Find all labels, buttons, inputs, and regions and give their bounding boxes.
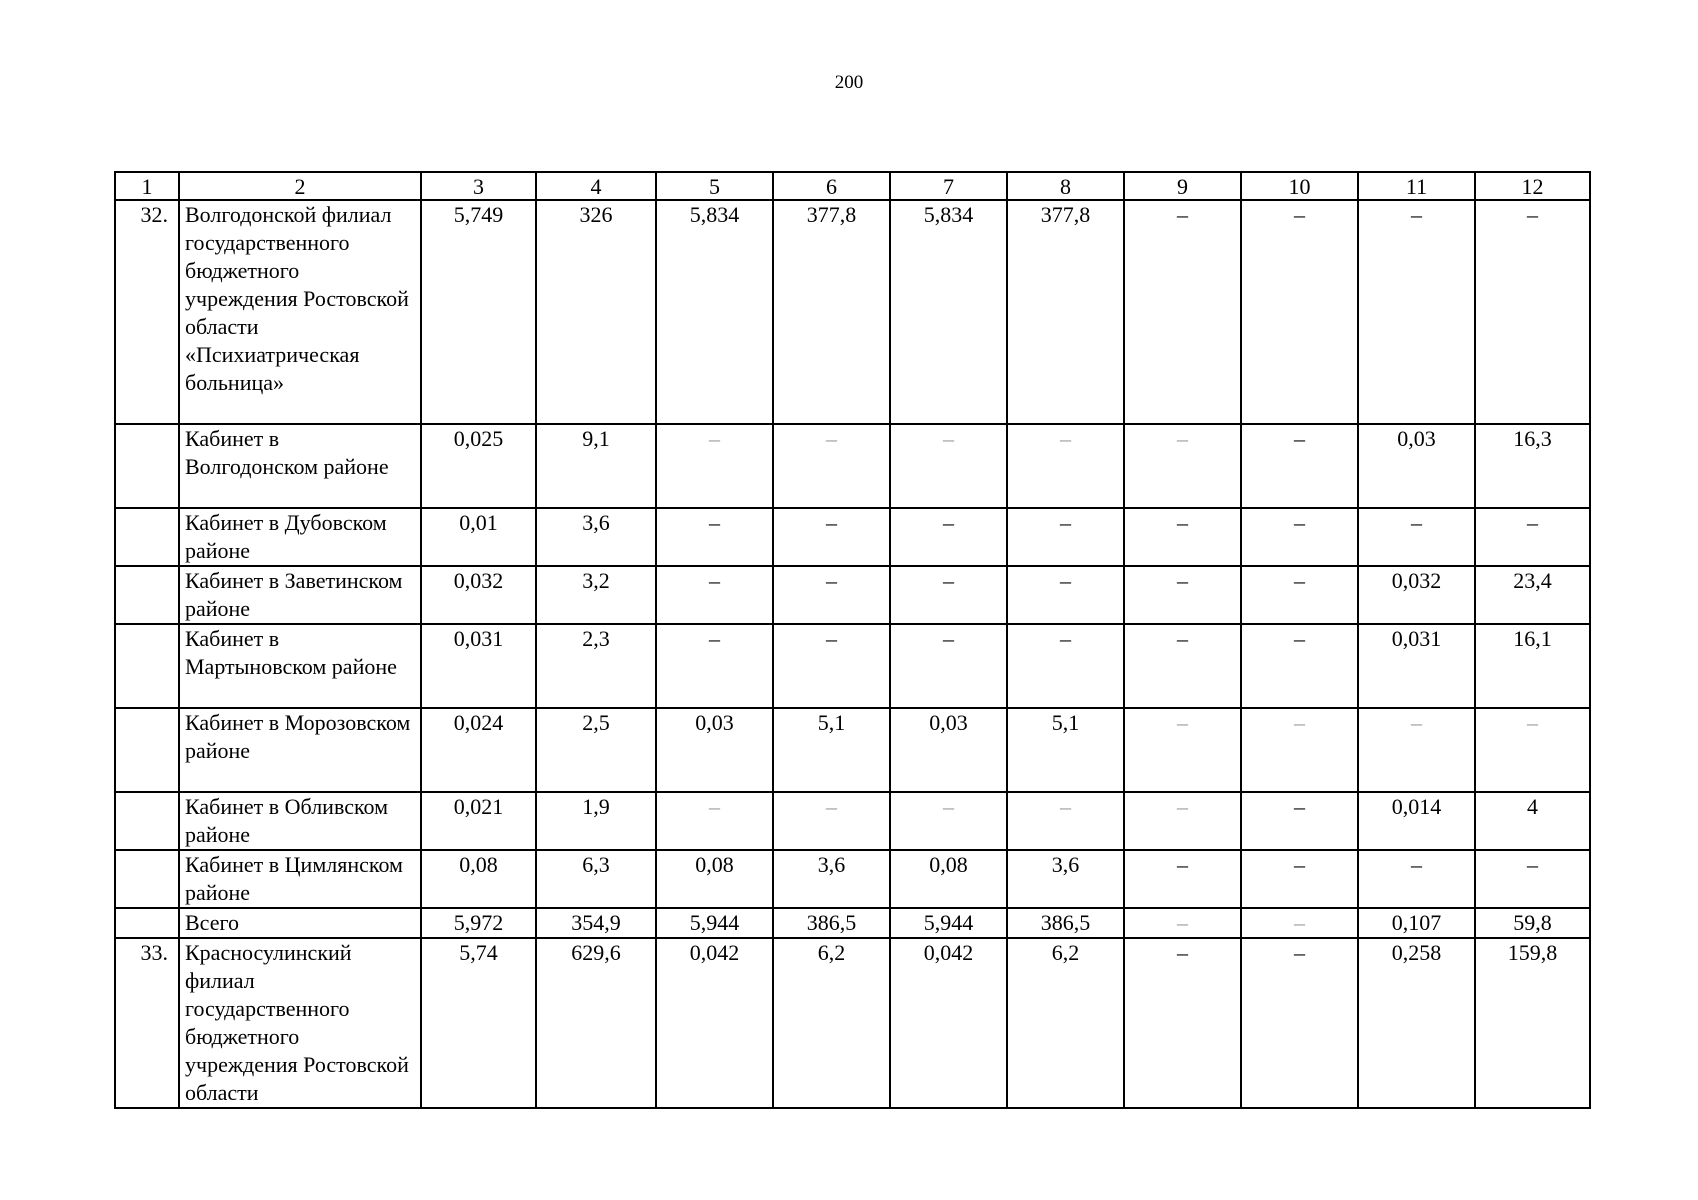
table-cell: – [656, 624, 773, 708]
table-cell: 0,03 [890, 708, 1007, 792]
table-cell: – [890, 566, 1007, 624]
table-cell: – [1241, 908, 1358, 938]
table-cell: 1,9 [536, 792, 656, 850]
table-cell: – [1007, 566, 1124, 624]
table-cell: 0,021 [421, 792, 536, 850]
institution-name: Кабинет в Обливском районе [179, 792, 421, 850]
institution-name: Всего [179, 908, 421, 938]
data-table [114, 171, 1591, 1109]
table-cell: 0,03 [656, 708, 773, 792]
institution-name: Кабинет в Цимлянском районе [179, 850, 421, 908]
table-cell: – [1241, 792, 1358, 850]
table-cell: – [1241, 850, 1358, 908]
table-cell: 23,4 [1475, 566, 1590, 624]
column-header: 3 [421, 172, 536, 200]
column-header: 5 [656, 172, 773, 200]
table-cell: 3,6 [1007, 850, 1124, 908]
column-header: 1 [115, 172, 179, 200]
table-cell: – [1124, 200, 1241, 424]
table-cell: – [890, 508, 1007, 566]
table-cell: – [890, 624, 1007, 708]
table-cell: 6,3 [536, 850, 656, 908]
table-cell: – [773, 624, 890, 708]
table-cell: – [773, 508, 890, 566]
column-header: 7 [890, 172, 1007, 200]
table-cell: 2,5 [536, 708, 656, 792]
table-cell: – [1124, 850, 1241, 908]
table-cell: 0,042 [656, 938, 773, 1108]
table-cell: – [1124, 424, 1241, 508]
table-cell: – [773, 792, 890, 850]
table-cell: – [890, 792, 1007, 850]
table-cell: 326 [536, 200, 656, 424]
table-cell: – [1007, 792, 1124, 850]
table-cell: – [1358, 200, 1475, 424]
table-cell: 0,258 [1358, 938, 1475, 1108]
table-cell: – [1241, 508, 1358, 566]
column-header: 4 [536, 172, 656, 200]
table-cell: 0,024 [421, 708, 536, 792]
table-cell: 2,3 [536, 624, 656, 708]
table-row [115, 508, 1590, 566]
table-cell: – [1475, 708, 1590, 792]
table-cell: 0,03 [1358, 424, 1475, 508]
table-cell: 3,2 [536, 566, 656, 624]
table-cell: 0,032 [421, 566, 536, 624]
table-cell: – [1475, 508, 1590, 566]
table-cell: 3,6 [773, 850, 890, 908]
table-cell: – [656, 508, 773, 566]
table-row [115, 200, 1590, 424]
table-cell: 0,025 [421, 424, 536, 508]
table-cell: 0,014 [1358, 792, 1475, 850]
table-cell: 16,1 [1475, 624, 1590, 708]
table-cell: – [1475, 200, 1590, 424]
table-cell: 354,9 [536, 908, 656, 938]
institution-name: Кабинет в Мартыновском районе [179, 624, 421, 708]
row-number: 33. [115, 938, 179, 1108]
table-cell: – [1124, 508, 1241, 566]
table-cell: 6,2 [773, 938, 890, 1108]
row-number [115, 908, 179, 938]
row-number [115, 566, 179, 624]
column-number-header [115, 172, 1590, 200]
table-cell: 0,031 [421, 624, 536, 708]
table-cell: 5,749 [421, 200, 536, 424]
table-cell: 5,1 [773, 708, 890, 792]
institution-name: Кабинет в Волгодонском районе [179, 424, 421, 508]
table-cell: – [773, 566, 890, 624]
table-cell: – [656, 792, 773, 850]
table-cell: 9,1 [536, 424, 656, 508]
table-cell: – [1241, 708, 1358, 792]
table-cell: 5,972 [421, 908, 536, 938]
table-cell: 386,5 [1007, 908, 1124, 938]
table-cell: 386,5 [773, 908, 890, 938]
page-number: 200 [834, 72, 864, 93]
total-row [115, 908, 1590, 938]
row-number [115, 792, 179, 850]
table-cell: 5,1 [1007, 708, 1124, 792]
table-cell: 0,107 [1358, 908, 1475, 938]
table-cell: – [1358, 850, 1475, 908]
table-cell: – [1241, 200, 1358, 424]
table-cell: 5,834 [890, 200, 1007, 424]
table-cell: 59,8 [1475, 908, 1590, 938]
table-row [115, 708, 1590, 792]
table-cell: – [1124, 792, 1241, 850]
table-cell: 6,2 [1007, 938, 1124, 1108]
table-cell: – [1475, 850, 1590, 908]
table-row [115, 566, 1590, 624]
table-cell: – [656, 424, 773, 508]
table-cell: 5,74 [421, 938, 536, 1108]
table-cell: 0,042 [890, 938, 1007, 1108]
table-cell: 0,08 [421, 850, 536, 908]
table-cell: 159,8 [1475, 938, 1590, 1108]
table-cell: 0,08 [890, 850, 1007, 908]
table-cell: – [1124, 566, 1241, 624]
column-header: 8 [1007, 172, 1124, 200]
table-cell: 0,08 [656, 850, 773, 908]
table-cell: – [1007, 508, 1124, 566]
table-cell: 377,8 [1007, 200, 1124, 424]
column-header: 6 [773, 172, 890, 200]
table-cell: 0,031 [1358, 624, 1475, 708]
row-number [115, 624, 179, 708]
institution-name: Кабинет в Дубовском районе [179, 508, 421, 566]
table-cell: – [773, 424, 890, 508]
column-header: 10 [1241, 172, 1358, 200]
table-cell: 377,8 [773, 200, 890, 424]
table-cell: 5,944 [890, 908, 1007, 938]
table-row [115, 850, 1590, 908]
table-row [115, 792, 1590, 850]
institution-name: Кабинет в Морозовском районе [179, 708, 421, 792]
table-cell: – [1124, 938, 1241, 1108]
table-cell: 16,3 [1475, 424, 1590, 508]
table-cell: – [1241, 566, 1358, 624]
row-number: 32. [115, 200, 179, 424]
table-cell: – [1358, 708, 1475, 792]
table-row [115, 938, 1590, 1108]
table-cell: 3,6 [536, 508, 656, 566]
table-cell: 0,032 [1358, 566, 1475, 624]
table-cell: 5,834 [656, 200, 773, 424]
table-cell: – [1124, 908, 1241, 938]
table-cell: – [1241, 938, 1358, 1108]
table-cell: – [1241, 424, 1358, 508]
table-cell: 4 [1475, 792, 1590, 850]
row-number [115, 424, 179, 508]
row-number [115, 508, 179, 566]
column-header: 11 [1358, 172, 1475, 200]
table-row [115, 424, 1590, 508]
table-cell: – [1358, 508, 1475, 566]
table-row [115, 624, 1590, 708]
column-header: 12 [1475, 172, 1590, 200]
row-number [115, 708, 179, 792]
column-header: 9 [1124, 172, 1241, 200]
table-cell: 629,6 [536, 938, 656, 1108]
institution-name: Кабинет в Заветинском районе [179, 566, 421, 624]
row-number [115, 850, 179, 908]
table-cell: 5,944 [656, 908, 773, 938]
table-cell: 0,01 [421, 508, 536, 566]
column-header: 2 [179, 172, 421, 200]
table-cell: – [1124, 708, 1241, 792]
table-cell: – [656, 566, 773, 624]
table-cell: – [1124, 624, 1241, 708]
institution-name: Волгодонской филиал государственного бюджетного учреждения Ростовской области «Психиатрическая больница» [179, 200, 421, 424]
table-cell: – [1007, 424, 1124, 508]
table-cell: – [890, 424, 1007, 508]
table-cell: – [1241, 624, 1358, 708]
table-cell: – [1007, 624, 1124, 708]
institution-name: Красносулинский филиал государственного бюджетного учреждения Ростовской области [179, 938, 421, 1108]
